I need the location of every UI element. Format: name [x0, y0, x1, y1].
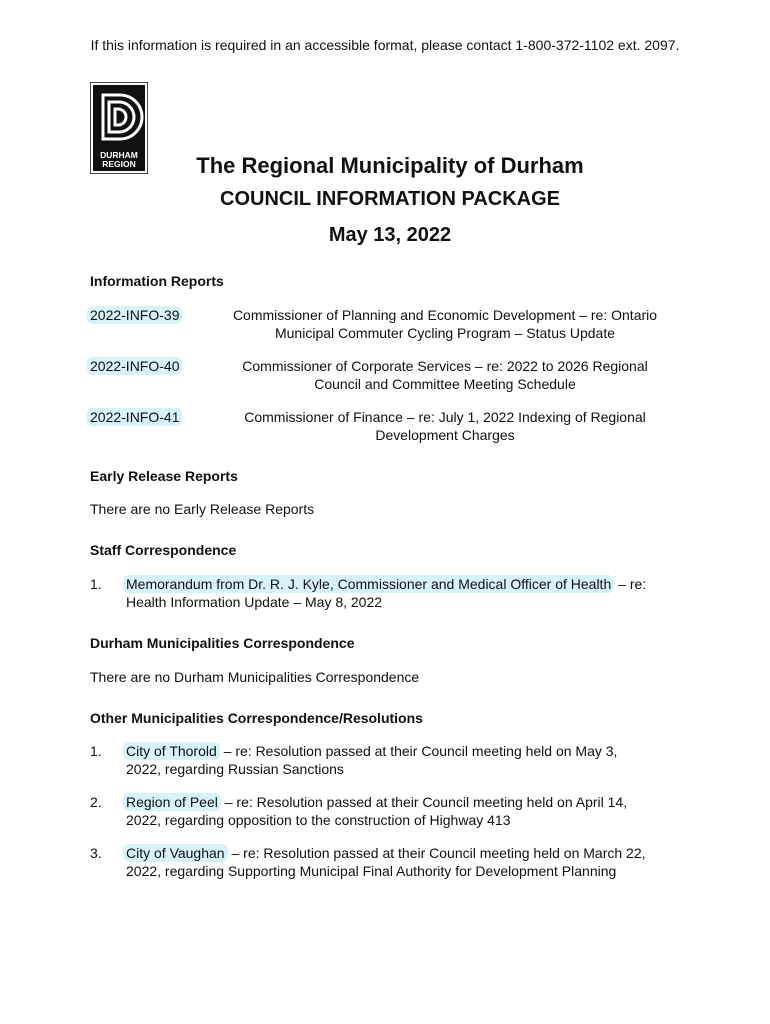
list-item: Memorandum from Dr. R. J. Kyle, Commissioner and Medical Officer of Health – re: Health Information Update – May 8, 2022 [126, 575, 716, 611]
list-item: Region of Peel – re: Resolution passed at their Council meeting held on April 14, 2022, regarding opposition to the construction of Highway 413 [126, 793, 716, 829]
list-number: 3. [90, 845, 102, 861]
staff-correspondence-heading: Staff Correspondence [90, 542, 237, 558]
report-code-link[interactable]: 2022-INFO-41 [90, 408, 182, 426]
list-number: 2. [90, 794, 102, 810]
durham-municipalities-heading: Durham Municipalities Correspondence [90, 635, 355, 651]
durham-municipalities-text: There are no Durham Municipalities Correspondence [90, 669, 420, 685]
package-date: May 13, 2022 [328, 224, 452, 246]
city-of-thorold-link[interactable]: City of Thorold [123, 742, 220, 760]
region-of-peel-link[interactable]: Region of Peel [123, 793, 221, 811]
list-number: 1. [90, 576, 102, 592]
memorandum-link[interactable]: Memorandum from Dr. R. J. Kyle, Commissioner and Medical Officer of Health [123, 575, 614, 593]
information-reports-heading: Information Reports [90, 273, 224, 289]
early-release-heading: Early Release Reports [90, 468, 238, 484]
list-item: City of Thorold – re: Resolution passed at their Council meeting held on May 3, 2022, regarding Russian Sanctions [126, 742, 716, 778]
other-municipalities-heading: Other Municipalities Correspondence/Resolutions [90, 710, 423, 726]
report-code-link[interactable]: 2022-INFO-40 [90, 357, 182, 375]
page-subtitle: COUNCIL INFORMATION PACKAGE [220, 188, 560, 210]
page-title: The Regional Municipality of Durham [196, 153, 584, 178]
report-description: Commissioner of Planning and Economic Development – re: Ontario Municipal Commuter Cycling Program – Status Update [232, 307, 658, 341]
early-release-text: There are no Early Release Reports [90, 501, 315, 517]
list-number: 1. [90, 743, 102, 759]
logo-line1: DURHAM [100, 150, 138, 160]
logo-line2: REGION [102, 159, 136, 169]
city-of-vaughan-link[interactable]: City of Vaughan [123, 844, 228, 862]
report-code-link[interactable]: 2022-INFO-39 [90, 306, 182, 324]
report-description: Commissioner of Finance – re: July 1, 2022 Indexing of Regional Development Charges [244, 409, 646, 443]
list-item: City of Vaughan – re: Resolution passed at their Council meeting held on March 22, 2022, regarding Supporting Municipal Final Authority for Development Planning [126, 844, 716, 880]
accessibility-notice: If this information is required in an accessible format, please contact 1-800-372-1102 ext. 2097. [90, 37, 680, 53]
report-description: Commissioner of Corporate Services – re: 2022 to 2026 Regional Council and Committee Meeting Schedule [242, 358, 648, 392]
